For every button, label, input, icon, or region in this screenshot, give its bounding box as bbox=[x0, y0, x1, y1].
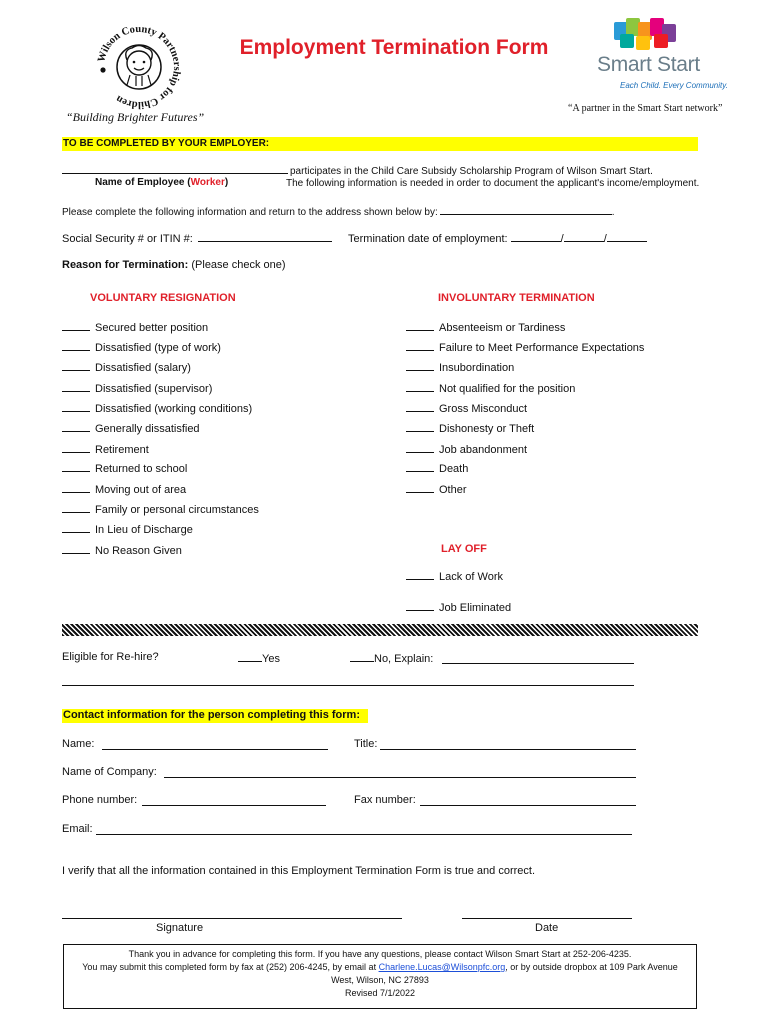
rehire-explain-field[interactable] bbox=[442, 663, 634, 664]
fax-label: Fax number: bbox=[354, 794, 416, 806]
contact-name-label: Name: bbox=[62, 738, 95, 750]
form-title: Employment Termination Form bbox=[239, 36, 549, 59]
contact-title-field[interactable] bbox=[380, 749, 636, 750]
reason-heading: Reason for Termination: (Please check one) bbox=[62, 259, 286, 271]
wilson-county-seal-logo bbox=[86, 14, 192, 120]
contact-title-label: Title: bbox=[354, 738, 378, 750]
termination-year-field[interactable] bbox=[607, 231, 647, 242]
termination-date-row: Termination date of employment: / / bbox=[348, 231, 647, 245]
voluntary-option[interactable]: Dissatisfied (working conditions) bbox=[62, 401, 252, 415]
voluntary-option[interactable]: Dissatisfied (salary) bbox=[62, 360, 191, 374]
involuntary-option[interactable]: Absenteeism or Tardiness bbox=[406, 320, 565, 334]
voluntary-option[interactable]: Generally dissatisfied bbox=[62, 421, 200, 435]
phone-field[interactable] bbox=[142, 805, 326, 806]
needed-text: The following information is needed in order to document the applicant's income/employment. bbox=[286, 178, 700, 189]
participates-text: participates in the Child Care Subsidy Scholarship Program of Wilson Smart Start. bbox=[290, 166, 653, 177]
footer-line-2: You may submit this completed form by fax at (252) 206-4245, by email at Charlene.Lucas@Wilsonpfc.org, or by outside dropbox at 109 Park Avenue bbox=[82, 962, 678, 972]
ssn-label: Social Security # or ITIN #: bbox=[62, 233, 193, 245]
footer-notice bbox=[63, 944, 697, 1009]
voluntary-option[interactable]: Returned to school bbox=[62, 461, 187, 475]
company-field[interactable] bbox=[164, 777, 636, 778]
contact-email-link[interactable]: Charlene.Lucas@Wilsonpfc.org bbox=[378, 962, 506, 972]
footer-line-3: West, Wilson, NC 27893 bbox=[331, 975, 429, 985]
involuntary-option[interactable]: Death bbox=[406, 461, 468, 475]
employee-name-field[interactable] bbox=[62, 173, 288, 174]
svg-text:Wilson County Partnership for: Wilson County Partnership for Children bbox=[96, 23, 183, 111]
revised-date: Revised 7/1/2022 bbox=[344, 988, 416, 998]
return-by-field[interactable] bbox=[440, 204, 612, 215]
termination-day-field[interactable] bbox=[564, 231, 604, 242]
termination-month-field[interactable] bbox=[511, 231, 561, 242]
partner-note: “A partner in the Smart Start network” bbox=[568, 103, 723, 114]
date-field[interactable] bbox=[462, 918, 632, 919]
voluntary-heading: VOLUNTARY RESIGNATION bbox=[90, 292, 236, 304]
involuntary-option[interactable]: Other bbox=[406, 482, 467, 496]
voluntary-option[interactable]: Moving out of area bbox=[62, 482, 186, 496]
voluntary-option[interactable]: Secured better position bbox=[62, 320, 208, 334]
voluntary-option[interactable]: Retirement bbox=[62, 442, 149, 456]
voluntary-option[interactable]: In Lieu of Discharge bbox=[62, 522, 193, 536]
voluntary-option[interactable]: Dissatisfied (type of work) bbox=[62, 340, 221, 354]
involuntary-option[interactable]: Job abandonment bbox=[406, 442, 527, 456]
involuntary-option[interactable]: Failure to Meet Performance Expectations bbox=[406, 340, 644, 354]
involuntary-option[interactable]: Gross Misconduct bbox=[406, 401, 527, 415]
rehire-explain-field-2[interactable] bbox=[62, 685, 634, 686]
rehire-yes-option[interactable]: Yes bbox=[238, 651, 280, 665]
involuntary-option[interactable]: Not qualified for the position bbox=[406, 381, 575, 395]
layoff-heading: LAY OFF bbox=[441, 543, 487, 555]
employer-section-heading: TO BE COMPLETED BY YOUR EMPLOYER: bbox=[62, 137, 698, 151]
layoff-option[interactable]: Job Eliminated bbox=[406, 600, 511, 614]
smart-start-tagline: Each Child. Every Community. bbox=[620, 81, 728, 90]
voluntary-option[interactable]: Dissatisfied (supervisor) bbox=[62, 381, 212, 395]
verify-statement: I verify that all the information contained in this Employment Termination Form is true and correct. bbox=[62, 865, 536, 877]
footer-line-1: Thank you in advance for completing this form. If you have any questions, please contact Wilson Smart Start at 252-206-4235. bbox=[128, 949, 632, 959]
rehire-label: Eligible for Re-hire? bbox=[62, 651, 159, 663]
motto: “Building Brighter Futures” bbox=[66, 110, 205, 124]
voluntary-option[interactable]: Family or personal circumstances bbox=[62, 502, 259, 516]
termination-date-label: Termination date of employment: bbox=[348, 233, 508, 245]
company-label: Name of Company: bbox=[62, 766, 157, 778]
return-instruction: Please complete the following information and return to the address shown below by: . bbox=[62, 204, 615, 218]
contact-section-heading: Contact information for the person completing this form: bbox=[62, 709, 368, 723]
signature-label: Signature bbox=[156, 922, 204, 934]
section-divider bbox=[62, 624, 698, 636]
signature-field[interactable] bbox=[62, 918, 402, 919]
rehire-no-option[interactable]: No, Explain: bbox=[350, 651, 433, 665]
smart-start-name: Smart Start bbox=[597, 53, 700, 76]
contact-name-field[interactable] bbox=[102, 749, 328, 750]
date-label: Date bbox=[535, 922, 559, 934]
phone-label: Phone number: bbox=[62, 794, 138, 806]
involuntary-heading: INVOLUNTARY TERMINATION bbox=[438, 292, 595, 304]
ssn-row bbox=[62, 231, 332, 245]
involuntary-option[interactable]: Insubordination bbox=[406, 360, 514, 374]
ssn-field[interactable] bbox=[198, 231, 332, 242]
employee-name-label: Name of Employee (Worker) bbox=[95, 177, 229, 188]
involuntary-option[interactable]: Dishonesty or Theft bbox=[406, 421, 534, 435]
fax-field[interactable] bbox=[420, 805, 636, 806]
email-label: Email: bbox=[62, 823, 93, 835]
voluntary-option[interactable]: No Reason Given bbox=[62, 543, 182, 557]
layoff-option[interactable]: Lack of Work bbox=[406, 569, 503, 583]
email-field[interactable] bbox=[96, 834, 632, 835]
